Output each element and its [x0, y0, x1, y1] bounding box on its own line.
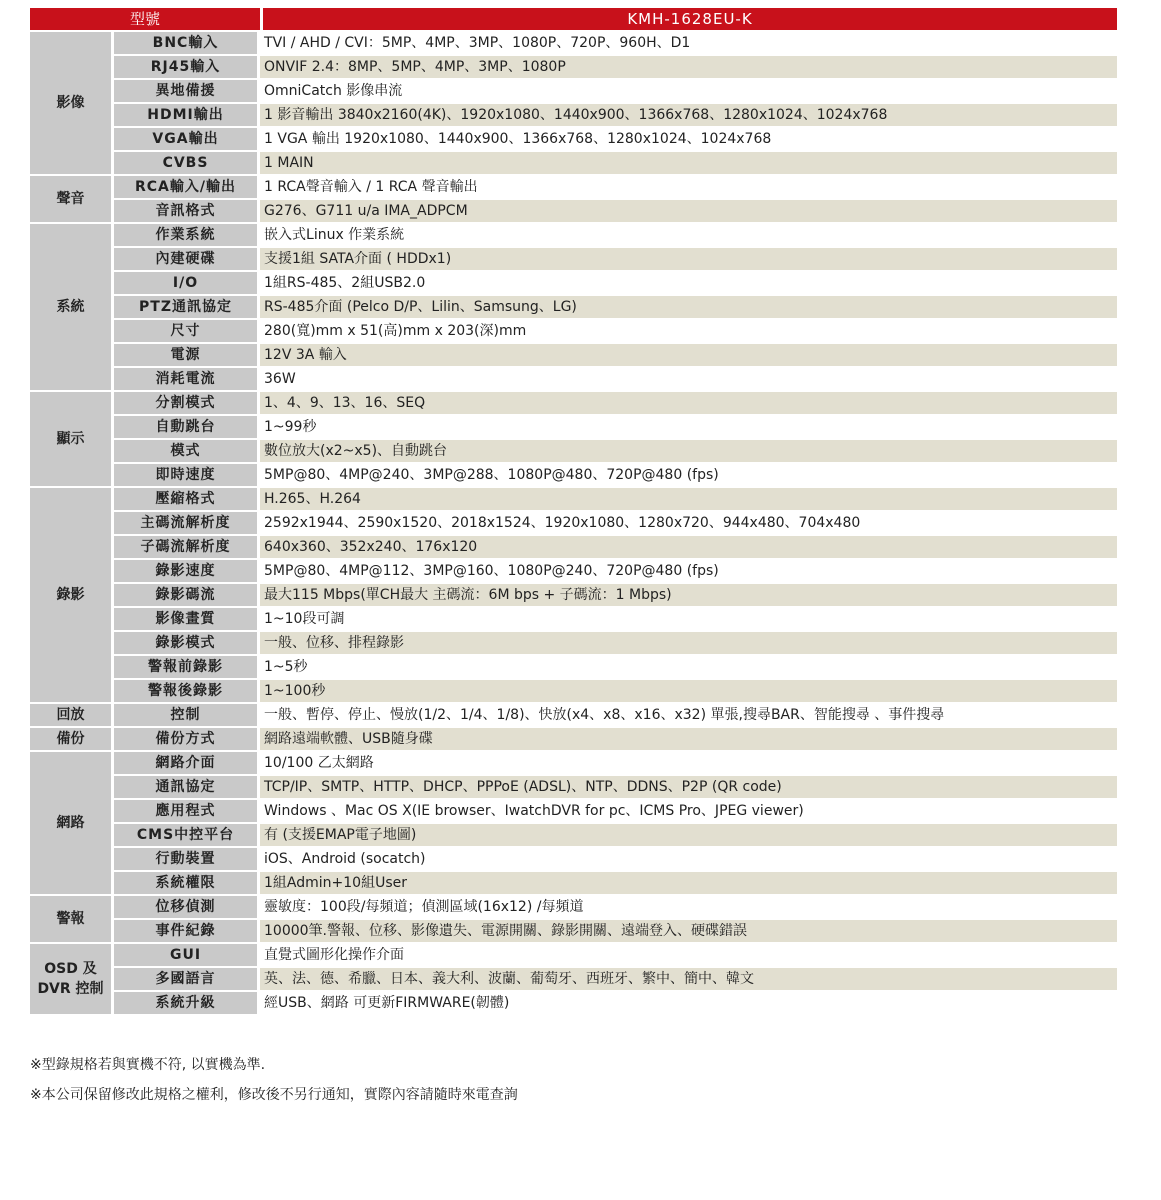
table-row	[30, 320, 1117, 344]
row-label: 影像畫質	[114, 608, 260, 632]
row-label: 內建硬碟	[114, 248, 260, 272]
table-row	[30, 656, 1117, 680]
row-value: OmniCatch 影像串流	[260, 80, 1117, 104]
row-value: 支援1組 SATA介面 ( HDDx1)	[260, 248, 1117, 272]
row-value: 10/100 乙太網路	[260, 752, 1117, 776]
row-value: 嵌入式Linux 作業系統	[260, 224, 1117, 248]
row-value: 1~5秒	[260, 656, 1117, 680]
row-value: 最大115 Mbps(單CH最大 主碼流：6M bps + 子碼流：1 Mbps)	[260, 584, 1117, 608]
row-value: 36W	[260, 368, 1117, 392]
row-label: 尺寸	[114, 320, 260, 344]
row-label: 備份方式	[114, 728, 260, 752]
row-label: 錄影模式	[114, 632, 260, 656]
table-row	[30, 248, 1117, 272]
row-value: 數位放大(x2~x5)、自動跳台	[260, 440, 1117, 464]
row-value: 靈敏度：100段/每頻道；偵測區域(16x12) /每頻道	[260, 896, 1117, 920]
table-row	[30, 704, 1117, 728]
table-row	[30, 80, 1117, 104]
category-osd: OSD 及 DVR 控制	[30, 944, 114, 1016]
row-value: 5MP@80、4MP@112、3MP@160、1080P@240、720P@480 (fps)	[260, 560, 1117, 584]
row-label: 警報後錄影	[114, 680, 260, 704]
table-row	[30, 800, 1117, 824]
table-row	[30, 56, 1117, 80]
table-row	[30, 632, 1117, 656]
row-value: 1、4、9、13、16、SEQ	[260, 392, 1117, 416]
footnote: ※本公司保留修改此規格之權利，修改後不另行通知，實際內容請隨時來電查詢	[30, 1087, 518, 1103]
footnotes	[30, 1050, 518, 1110]
row-value: G276、G711 u/a IMA_ADPCM	[260, 200, 1117, 224]
row-label: 通訊協定	[114, 776, 260, 800]
table-row	[30, 680, 1117, 704]
table-row	[30, 920, 1117, 944]
row-label: I/O	[114, 272, 260, 296]
row-value: 2592x1944、2590x1520、2018x1524、1920x1080、1280x720、944x480、704x480	[260, 512, 1117, 536]
row-value: 1 VGA 輸出 1920x1080、1440x900、1366x768、1280x1024、1024x768	[260, 128, 1117, 152]
table-row	[30, 32, 1117, 56]
footnote: ※型錄規格若與實機不符, 以實機為準.	[30, 1057, 266, 1073]
row-value: 一般、暫停、停止、慢放(1/2、1/4、1/8)、快放(x4、x8、x16、x32) 單張,搜尋BAR、智能搜尋 、事件搜尋	[260, 704, 1117, 728]
row-value: 280(寬)mm x 51(高)mm x 203(深)mm	[260, 320, 1117, 344]
row-value: 有 (支援EMAP電子地圖)	[260, 824, 1117, 848]
row-label: 異地備援	[114, 80, 260, 104]
row-label: 自動跳台	[114, 416, 260, 440]
row-label: RJ45輸入	[114, 56, 260, 80]
row-label: VGA輸出	[114, 128, 260, 152]
table-row	[30, 440, 1117, 464]
table-row	[30, 368, 1117, 392]
row-value: Windows 、Mac OS X(IE browser、IwatchDVR for pc、ICMS Pro、JPEG viewer)	[260, 800, 1117, 824]
table-row	[30, 824, 1117, 848]
table-row	[30, 176, 1117, 200]
row-label: 壓縮格式	[114, 488, 260, 512]
row-value: 1~10段可調	[260, 608, 1117, 632]
category-video: 影像	[30, 32, 114, 176]
row-value: 5MP@80、4MP@240、3MP@288、1080P@480、720P@480 (fps)	[260, 464, 1117, 488]
row-value: 1組RS-485、2組USB2.0	[260, 272, 1117, 296]
category-playback: 回放	[30, 704, 114, 728]
row-value: 1組Admin+10組User	[260, 872, 1117, 896]
row-label: 系統權限	[114, 872, 260, 896]
table-row	[30, 872, 1117, 896]
row-value: iOS、Android (socatch)	[260, 848, 1117, 872]
category-display: 顯示	[30, 392, 114, 488]
row-label: BNC輸入	[114, 32, 260, 56]
table-row	[30, 224, 1117, 248]
row-label: HDMI輸出	[114, 104, 260, 128]
row-label: PTZ通訊協定	[114, 296, 260, 320]
category-alarm: 警報	[30, 896, 114, 944]
table-row	[30, 296, 1117, 320]
table-row	[30, 416, 1117, 440]
table-row	[30, 464, 1117, 488]
table-row	[30, 152, 1117, 176]
category-system: 系統	[30, 224, 114, 392]
table-row	[30, 272, 1117, 296]
row-label: 控制	[114, 704, 260, 728]
row-label: 消耗電流	[114, 368, 260, 392]
row-value: 經USB、網路 可更新FIRMWARE(韌體)	[260, 992, 1117, 1016]
table-row	[30, 392, 1117, 416]
category-backup: 備份	[30, 728, 114, 752]
table-row	[30, 896, 1117, 920]
row-label: CMS中控平台	[114, 824, 260, 848]
row-value: TVI / AHD / CVI：5MP、4MP、3MP、1080P、720P、960H、D1	[260, 32, 1117, 56]
row-label: 即時速度	[114, 464, 260, 488]
row-value: TCP/IP、SMTP、HTTP、DHCP、PPPoE (ADSL)、NTP、DDNS、P2P (QR code)	[260, 776, 1117, 800]
table-row	[30, 584, 1117, 608]
row-label: 錄影碼流	[114, 584, 260, 608]
row-value: 直覺式圖形化操作介面	[260, 944, 1117, 968]
row-label: RCA輸入/輸出	[114, 176, 260, 200]
row-label: 系統升級	[114, 992, 260, 1016]
table-row	[30, 344, 1117, 368]
model-label: 型號	[30, 8, 260, 32]
row-value: 1~99秒	[260, 416, 1117, 440]
row-label: 事件紀錄	[114, 920, 260, 944]
table-row	[30, 968, 1117, 992]
row-value: 網路遠端軟體、USB隨身碟	[260, 728, 1117, 752]
table-row	[30, 608, 1117, 632]
row-label: 位移偵測	[114, 896, 260, 920]
table-row	[30, 944, 1117, 968]
row-value: 640x360、352x240、176x120	[260, 536, 1117, 560]
row-label: 音訊格式	[114, 200, 260, 224]
row-label: 作業系統	[114, 224, 260, 248]
table-row	[30, 104, 1117, 128]
table-row	[30, 200, 1117, 224]
table-row	[30, 488, 1117, 512]
category-network: 網路	[30, 752, 114, 896]
row-label: 主碼流解析度	[114, 512, 260, 536]
row-label: 模式	[114, 440, 260, 464]
header-row	[30, 8, 1117, 32]
row-label: 多國語言	[114, 968, 260, 992]
row-value: 12V 3A 輸入	[260, 344, 1117, 368]
row-label: 行動裝置	[114, 848, 260, 872]
row-label: 網路介面	[114, 752, 260, 776]
row-value: RS-485介面 (Pelco D/P、Lilin、Samsung、LG)	[260, 296, 1117, 320]
table-row	[30, 992, 1117, 1016]
category-audio: 聲音	[30, 176, 114, 224]
table-row	[30, 752, 1117, 776]
row-value: 1 MAIN	[260, 152, 1117, 176]
model-value: KMH-1628EU-K	[260, 8, 1117, 32]
table-row	[30, 728, 1117, 752]
row-value: 1 RCA聲音輸入 / 1 RCA 聲音輸出	[260, 176, 1117, 200]
table-row	[30, 848, 1117, 872]
table-row	[30, 536, 1117, 560]
row-label: 警報前錄影	[114, 656, 260, 680]
table-row	[30, 512, 1117, 536]
row-label: 子碼流解析度	[114, 536, 260, 560]
row-value: 1 影音輸出 3840x2160(4K)、1920x1080、1440x900、1366x768、1280x1024、1024x768	[260, 104, 1117, 128]
row-value: ONVIF 2.4：8MP、5MP、4MP、3MP、1080P	[260, 56, 1117, 80]
row-label: CVBS	[114, 152, 260, 176]
table-row	[30, 776, 1117, 800]
row-value: 英、法、德、希臘、日本、義大利、波蘭、葡萄牙、西班牙、繁中、簡中、韓文	[260, 968, 1117, 992]
spec-table	[30, 8, 1117, 1016]
row-value: 1~100秒	[260, 680, 1117, 704]
row-label: GUI	[114, 944, 260, 968]
row-value: 10000筆.警報、位移、影像遺失、電源開關、錄影開關、遠端登入、硬碟錯誤	[260, 920, 1117, 944]
row-label: 錄影速度	[114, 560, 260, 584]
row-value: 一般、位移、排程錄影	[260, 632, 1117, 656]
row-label: 電源	[114, 344, 260, 368]
table-row	[30, 560, 1117, 584]
table-row	[30, 128, 1117, 152]
row-label: 分割模式	[114, 392, 260, 416]
row-value: H.265、H.264	[260, 488, 1117, 512]
category-record: 錄影	[30, 488, 114, 704]
row-label: 應用程式	[114, 800, 260, 824]
